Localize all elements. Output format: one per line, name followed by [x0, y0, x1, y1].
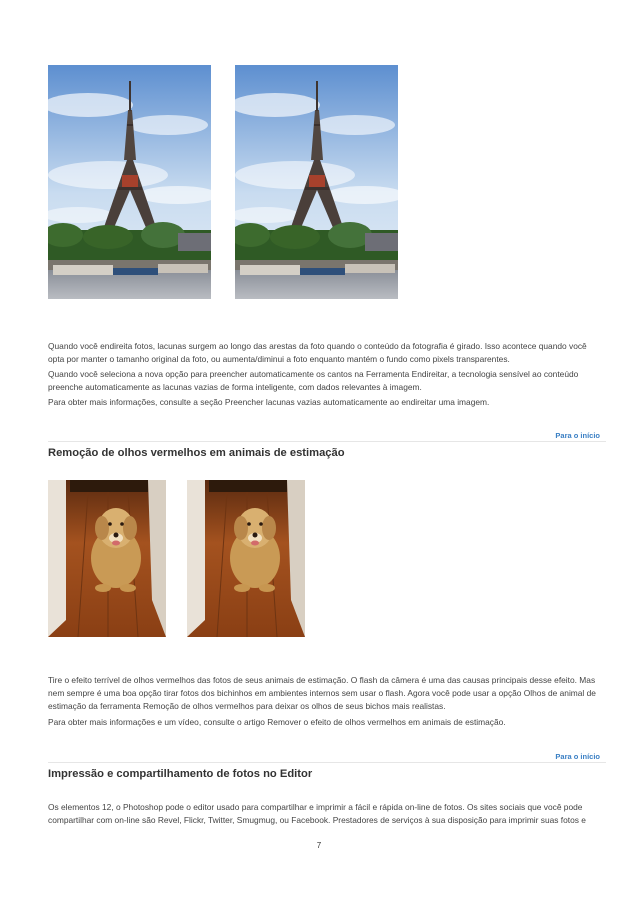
straighten-paragraph-3: Para obter mais informações, consulte a seção Preencher lacunas vazias automaticamente ao endireitar uma imagem.: [48, 397, 490, 407]
straighten-paragraph-2: Quando você seleciona a nova opção para preencher automaticamente os cantos na Ferramenta Endireitar, a tecnologia sensível ao conteúdo preenche automaticamente as lacunas vazias de forma inteligente, com dados relevantes à imagem.: [48, 369, 579, 392]
redeye-paragraph-2: Para obter mais informações e um vídeo, consulte o artigo Remover o efeito de olhos vermelhos em animais de estimação.: [48, 717, 506, 727]
section-heading-print-share: Impressão e compartilhamento de fotos no Editor: [48, 768, 313, 780]
back-to-top-link[interactable]: Para o início: [555, 752, 600, 761]
section-divider: [48, 762, 606, 763]
straighten-paragraph-1: Quando você endireita fotos, lacunas surgem ao longo das arestas da foto quando o conteúdo da fotografia é girado. Isso acontece quando você opta por manter o tamanho original da foto, ou aumenta/diminui a foto enquanto mantém o fundo como pixels transparentes.: [48, 341, 587, 364]
dog-photo-after: [187, 480, 305, 637]
redeye-paragraph-1: Tire o efeito terrível de olhos vermelhos das fotos de seus animais de estimação. O flash da câmera é uma das causas principais desse efeito. Mas nem sempre é uma boa opção tirar fotos dos bichinhos em ambientes internos sem usar o flash. Agora você pode usar a opção Olhos de animal de estimação da ferramenta Remoção de olhos vermelhos para deixar os olhos de seus bichos mais realistas.: [48, 675, 596, 711]
section-divider: [48, 441, 606, 442]
section-heading-redeye: Remoção de olhos vermelhos em animais de estimação: [48, 447, 345, 459]
eiffel-photo-after: [235, 65, 398, 299]
page-number: 7: [316, 841, 322, 850]
dog-photo-before: [48, 480, 166, 637]
back-to-top-link[interactable]: Para o início: [555, 431, 600, 440]
print-share-paragraph: Os elementos 12, o Photoshop pode o editor usado para compartilhar e imprimir a fácil e rápida on-line de fotos. Os sites sociais que você pode compartilhar com on-line são Revel, Flickr, Twitter, Smugmug, ou Facebook. Prestadores de serviços à sua disposição para imprimir suas fotos e: [48, 802, 586, 825]
eiffel-photo-before: [48, 65, 211, 299]
